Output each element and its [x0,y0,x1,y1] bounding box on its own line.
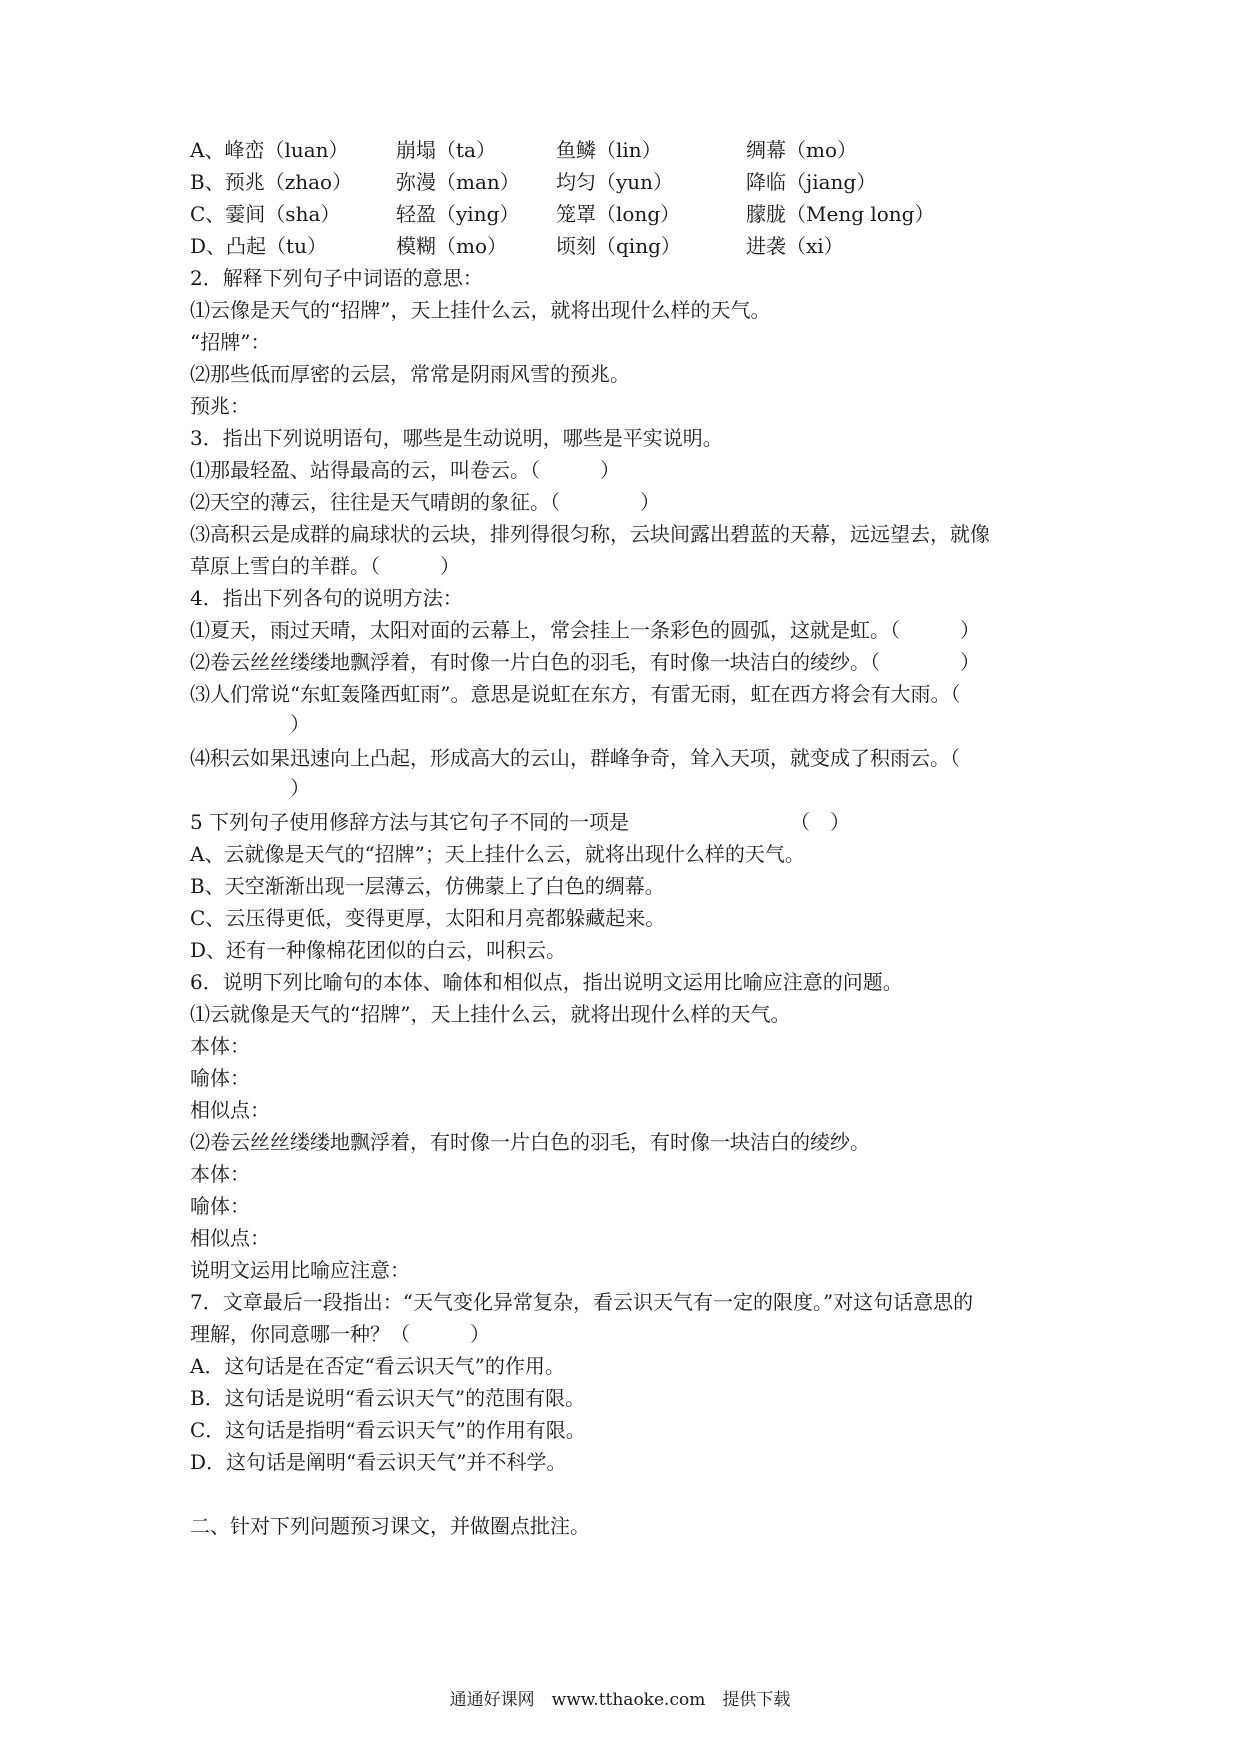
q1-c-4: 朦胧（Meng long） [746,202,935,226]
q1-c-1: C、霎间（sha） [190,202,341,226]
q1-a-1: A、峰峦（luan） [190,138,349,162]
q1-c-3: 笼罩（long） [556,202,681,226]
q1-b-3: 均匀（yun） [556,170,674,194]
q5-option-b: B、天空渐渐出现一层薄云，仿佛蒙上了白色的绸幕。 [190,874,665,898]
q3-sentence-3a: ⑶高积云是成群的扁球状的云块，排列得很匀称，云块间露出碧蓝的天幕，远远望去，就像 [190,522,990,546]
q2-sentence-1: ⑴云像是天气的“招牌”，天上挂什么云，就将出现什么样的天气。 [190,298,771,322]
q1-d-1: D、凸起（tu） [190,234,327,258]
q7-title-a: 7．文章最后一段指出：“天气变化异常复杂，看云识天气有一定的限度。”对这句话意思的 [190,1290,974,1314]
page-footer: 通通好课网 www.tthaoke.com 提供下载 [449,1690,791,1710]
q1-a-4: 绸幕（mo） [746,138,858,162]
q3-sentence-2: ⑵天空的薄云，往往是天气晴朗的象征。（ ） [190,490,660,514]
q1-row-b [190,168,1090,196]
q5-title-row [190,808,990,836]
q6-1-xiangsi: 相似点： [190,1098,270,1122]
q7-option-a: A．这句话是在否定“看云识天气”的作用。 [190,1354,565,1378]
q5-answer-paren: （ ） [790,810,850,834]
q1-b-4: 降临（jiang） [746,170,877,194]
q1-a-2: 崩塌（ta） [396,138,496,162]
q5-option-a: A、云就像是天气的“招牌”；天上挂什么云，就将出现什么样的天气。 [190,842,805,866]
q1-row-a [190,136,1090,164]
q1-row-c [190,200,1090,228]
q1-d-3: 顷刻（qing） [556,234,681,258]
q1-b-1: B、预兆（zhao） [190,170,353,194]
q6-2-yuti: 喻体： [190,1194,250,1218]
q1-c-2: 轻盈（ying） [396,202,520,226]
q1-b-2: 弥漫（man） [396,170,520,194]
q7-option-c: C．这句话是指明“看云识天气”的作用有限。 [190,1418,586,1442]
q6-2-xiangsi: 相似点： [190,1226,270,1250]
q3-sentence-3b: 草原上雪白的羊群。（ ） [190,554,460,578]
q4-sentence-3a: ⑶人们常说“东虹轰隆西虹雨”。意思是说虹在东方，有雷无雨，虹在西方将会有大雨。（ [190,682,961,706]
q1-d-4: 进袭（xi） [746,234,844,258]
q7-title-b: 理解，你同意哪一种？（ ） [190,1322,490,1346]
q4-sentence-1: ⑴夏天，雨过天晴，太阳对面的云幕上，常会挂上一条彩色的圆弧，这就是虹。（ ） [190,618,980,642]
q6-sentence-1: ⑴云就像是天气的“招牌”，天上挂什么云，就将出现什么样的天气。 [190,1002,791,1026]
q2-answer-2: 预兆： [190,394,250,418]
q1-d-2: 模糊（mo） [396,234,508,258]
q6-sentence-2: ⑵卷云丝丝缕缕地飘浮着，有时像一片白色的羽毛，有时像一块洁白的绫纱。 [190,1130,870,1154]
q1-row-d [190,232,1090,260]
q5-option-d: D、还有一种像棉花团似的白云，叫积云。 [190,938,567,962]
q6-title: 6．说明下列比喻句的本体、喻体和相似点，指出说明文运用比喻应注意的问题。 [190,970,903,994]
q4-sentence-2: ⑵卷云丝丝缕缕地飘浮着，有时像一片白色的羽毛，有时像一块洁白的绫纱。（ ） [190,650,980,674]
q6-1-benti: 本体： [190,1034,250,1058]
q4-title: 4．指出下列各句的说明方法： [190,586,463,610]
q6-1-yuti: 喻体： [190,1066,250,1090]
q2-answer-1: “招牌”： [190,330,271,354]
q6-2-benti: 本体： [190,1162,250,1186]
q1-a-3: 鱼鳞（lin） [556,138,662,162]
q2-title: 2．解释下列句子中词语的意思： [190,266,483,290]
q7-option-b: B．这句话是说明“看云识天气”的范围有限。 [190,1386,586,1410]
section-2-heading: 二、针对下列问题预习课文，并做圈点批注。 [190,1514,590,1538]
q4-sentence-4b: ） [250,776,310,800]
q4-sentence-4a: ⑷积云如果迅速向上凸起，形成高大的云山，群峰争奇，耸入天项，就变成了积雨云。（ [190,746,960,770]
q4-sentence-3b: ） [250,712,310,736]
q6-note: 说明文运用比喻应注意： [190,1258,410,1282]
q7-option-d: D．这句话是阐明“看云识天气”并不科学。 [190,1450,567,1474]
q5-title: 5 下列句子使用修辞方法与其它句子不同的一项是 [190,810,630,834]
q5-option-c: C、云压得更低，变得更厚，太阳和月亮都躲藏起来。 [190,906,666,930]
q2-sentence-2: ⑵那些低而厚密的云层，常常是阴雨风雪的预兆。 [190,362,630,386]
q3-sentence-1: ⑴那最轻盈、站得最高的云，叫卷云。（ ） [190,458,620,482]
q3-title: 3．指出下列说明语句，哪些是生动说明，哪些是平实说明。 [190,426,723,450]
